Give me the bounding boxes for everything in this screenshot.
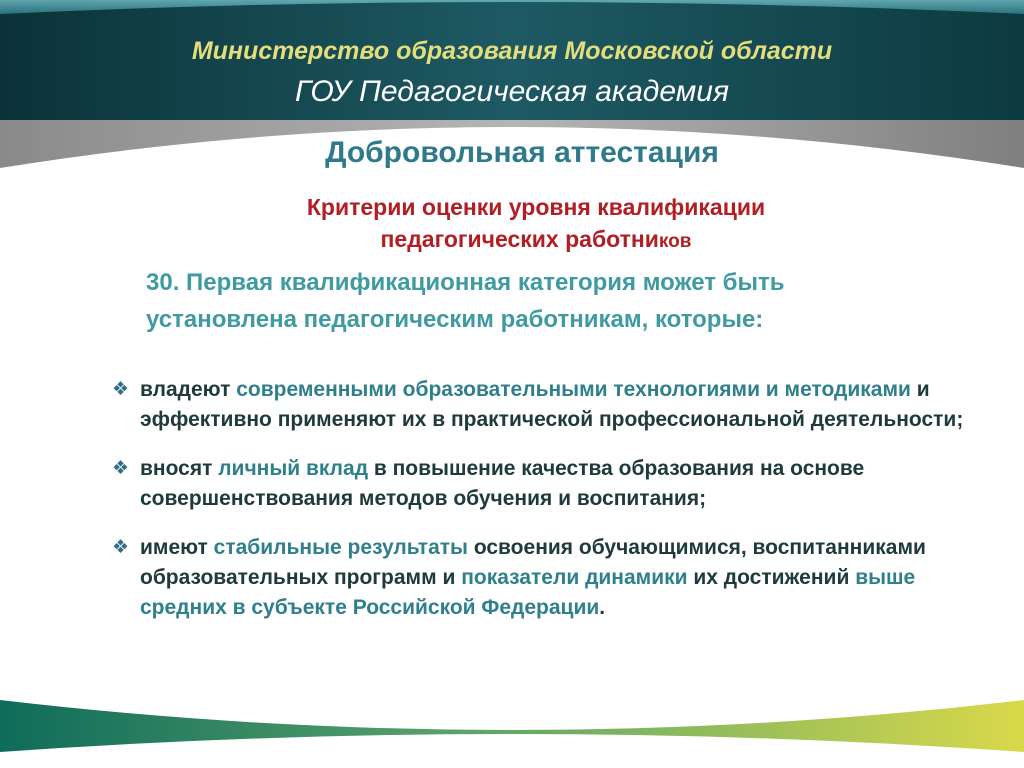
item-highlight: показатели динамики	[461, 566, 688, 589]
item-highlight: личный вклад	[218, 457, 369, 480]
diamond-bullet-icon: ❖	[112, 379, 130, 400]
criteria-item	[112, 533, 992, 623]
subtitle-line-1: Критерии оценки уровня квалификации	[306, 194, 766, 220]
academy-title: ГОУ Педагогическая академия	[295, 75, 729, 108]
item-highlight: выше средних в субъекте Российской Федерации	[140, 566, 916, 619]
slide-title: Добровольная аттестация	[325, 136, 719, 169]
item-text: имеют	[140, 536, 214, 559]
lead-line-2: установлена педагогическим работникам, которые:	[146, 306, 764, 333]
diamond-bullet-icon: ❖	[112, 537, 130, 558]
item-text: в повышение качества образования на основе совершенствования методов обучения и воспитания;	[140, 457, 865, 510]
subtitle-line-2-main: педагогических работни	[380, 226, 659, 252]
diamond-bullet-icon: ❖	[112, 458, 130, 479]
criteria-list	[112, 375, 992, 642]
criteria-item	[112, 375, 992, 435]
subtitle-line-2	[0, 223, 1024, 258]
lead-paragraph	[146, 264, 1006, 338]
item-highlight: современными образовательными технологиями и методиками	[236, 378, 911, 401]
ministry-title: Министерство образования Московской области	[191, 37, 833, 65]
item-highlight: стабильные результаты	[213, 536, 468, 559]
slide-subtitle	[0, 191, 1024, 258]
item-text: их достижений	[687, 566, 856, 589]
item-text: владеют	[140, 378, 237, 401]
lead-line-1: 30. Первая квалификационная категория может быть	[146, 269, 785, 296]
item-text: вносят	[140, 457, 219, 480]
criteria-item	[112, 454, 992, 514]
item-text: освоения обучающимися, воспитанниками образовательных программ и	[140, 536, 926, 589]
subtitle-line-2-suffix: ков	[658, 231, 692, 252]
item-text: и эффективно применяют их в практической профессиональной деятельности;	[140, 378, 964, 431]
item-text: .	[599, 596, 606, 619]
